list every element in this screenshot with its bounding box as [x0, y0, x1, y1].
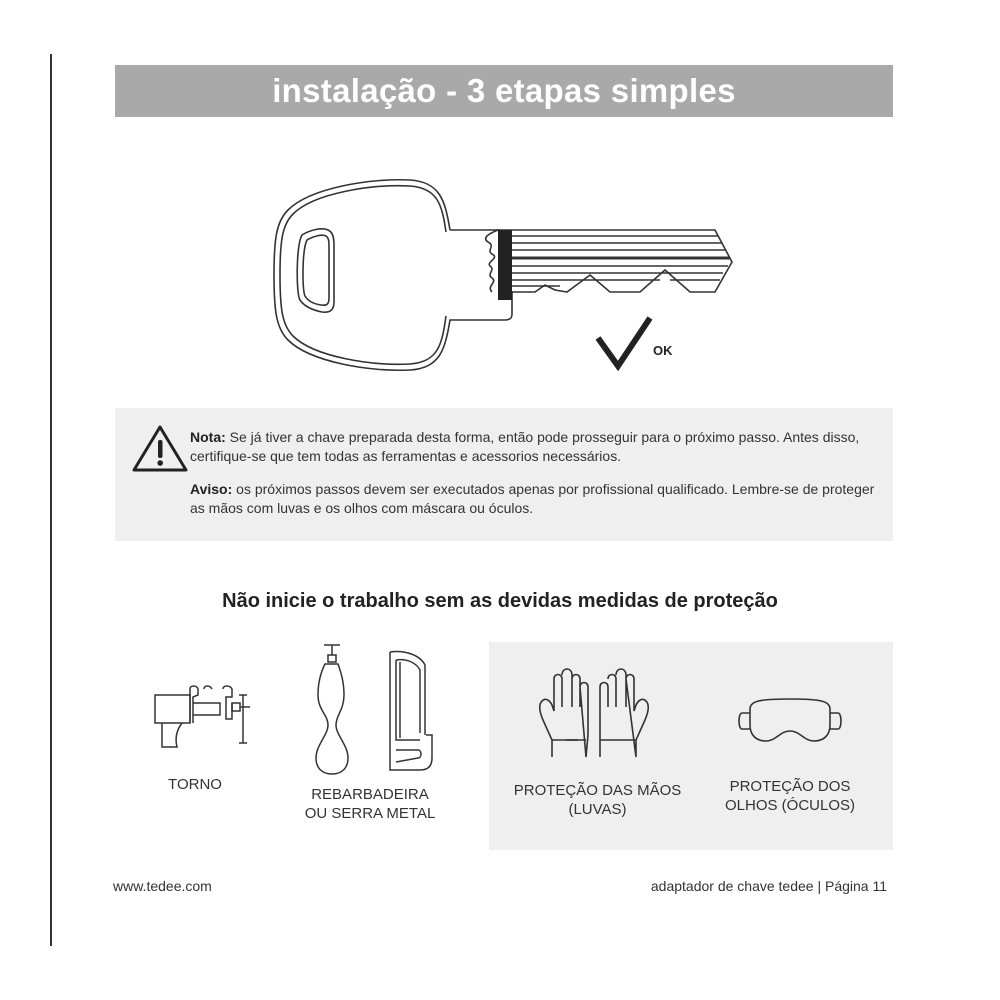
ok-label: OK: [653, 343, 673, 358]
tool-label-line2: OLHOS (ÓCULOS): [724, 797, 856, 814]
tool-label-line1: PROTEÇÃO DOS: [729, 778, 851, 795]
grinder-and-hacksaw-icon: [280, 640, 460, 775]
footer-website: www.tedee.com: [113, 878, 212, 894]
bench-vise-icon: [140, 675, 250, 755]
note-text: [190, 428, 890, 532]
note-box: [115, 408, 893, 541]
tool-label: [710, 777, 870, 815]
tool-label: [140, 775, 250, 794]
tool-label-line1: TORNO: [168, 776, 222, 793]
page-title-banner: [115, 65, 893, 117]
warning-triangle-icon: [129, 422, 191, 476]
page-edge-line: [50, 54, 52, 946]
nota-text: Se já tiver a chave preparada desta forma, então pode prosseguir para o próximo passo. Antes disso, certifique-se que tem todas as ferramentas e acessorios necessários.: [190, 429, 860, 464]
aviso-label: Aviso:: [190, 481, 233, 497]
aviso-text: os próximos passos devem ser executados apenas por profissional qualificado. Lembre-se de proteger as mãos com luvas e os olhos com máscara ou óculos.: [190, 481, 875, 516]
key-figure: [260, 170, 740, 385]
nota-label: Nota:: [190, 429, 226, 445]
aviso-paragraph: [190, 480, 890, 518]
goggles-icon: [730, 695, 850, 745]
footer-doc-info: adaptador de chave tedee | Página 11: [650, 878, 887, 894]
nota-paragraph: [190, 428, 890, 466]
tool-label-line2: (LUVAS): [568, 801, 627, 818]
tool-rebarbadeira: [280, 640, 460, 823]
tool-label-line1: REBARBADEIRA: [311, 786, 429, 803]
section-heading: Não inicie o trabalho sem as devidas medidas de proteção: [222, 590, 778, 612]
page-title: instalação - 3 etapas simples: [272, 72, 736, 109]
key-illustration-icon: [260, 170, 740, 385]
tool-label-line1: PROTEÇÃO DAS MÃOS: [513, 782, 682, 799]
tool-gloves: [495, 665, 700, 819]
tool-label: [495, 781, 700, 819]
tool-torno: [140, 675, 250, 794]
gloves-icon: [538, 665, 658, 763]
tool-label: [280, 785, 460, 823]
tool-goggles: [710, 695, 870, 815]
tool-label-line2: OU SERRA METAL: [304, 805, 436, 822]
